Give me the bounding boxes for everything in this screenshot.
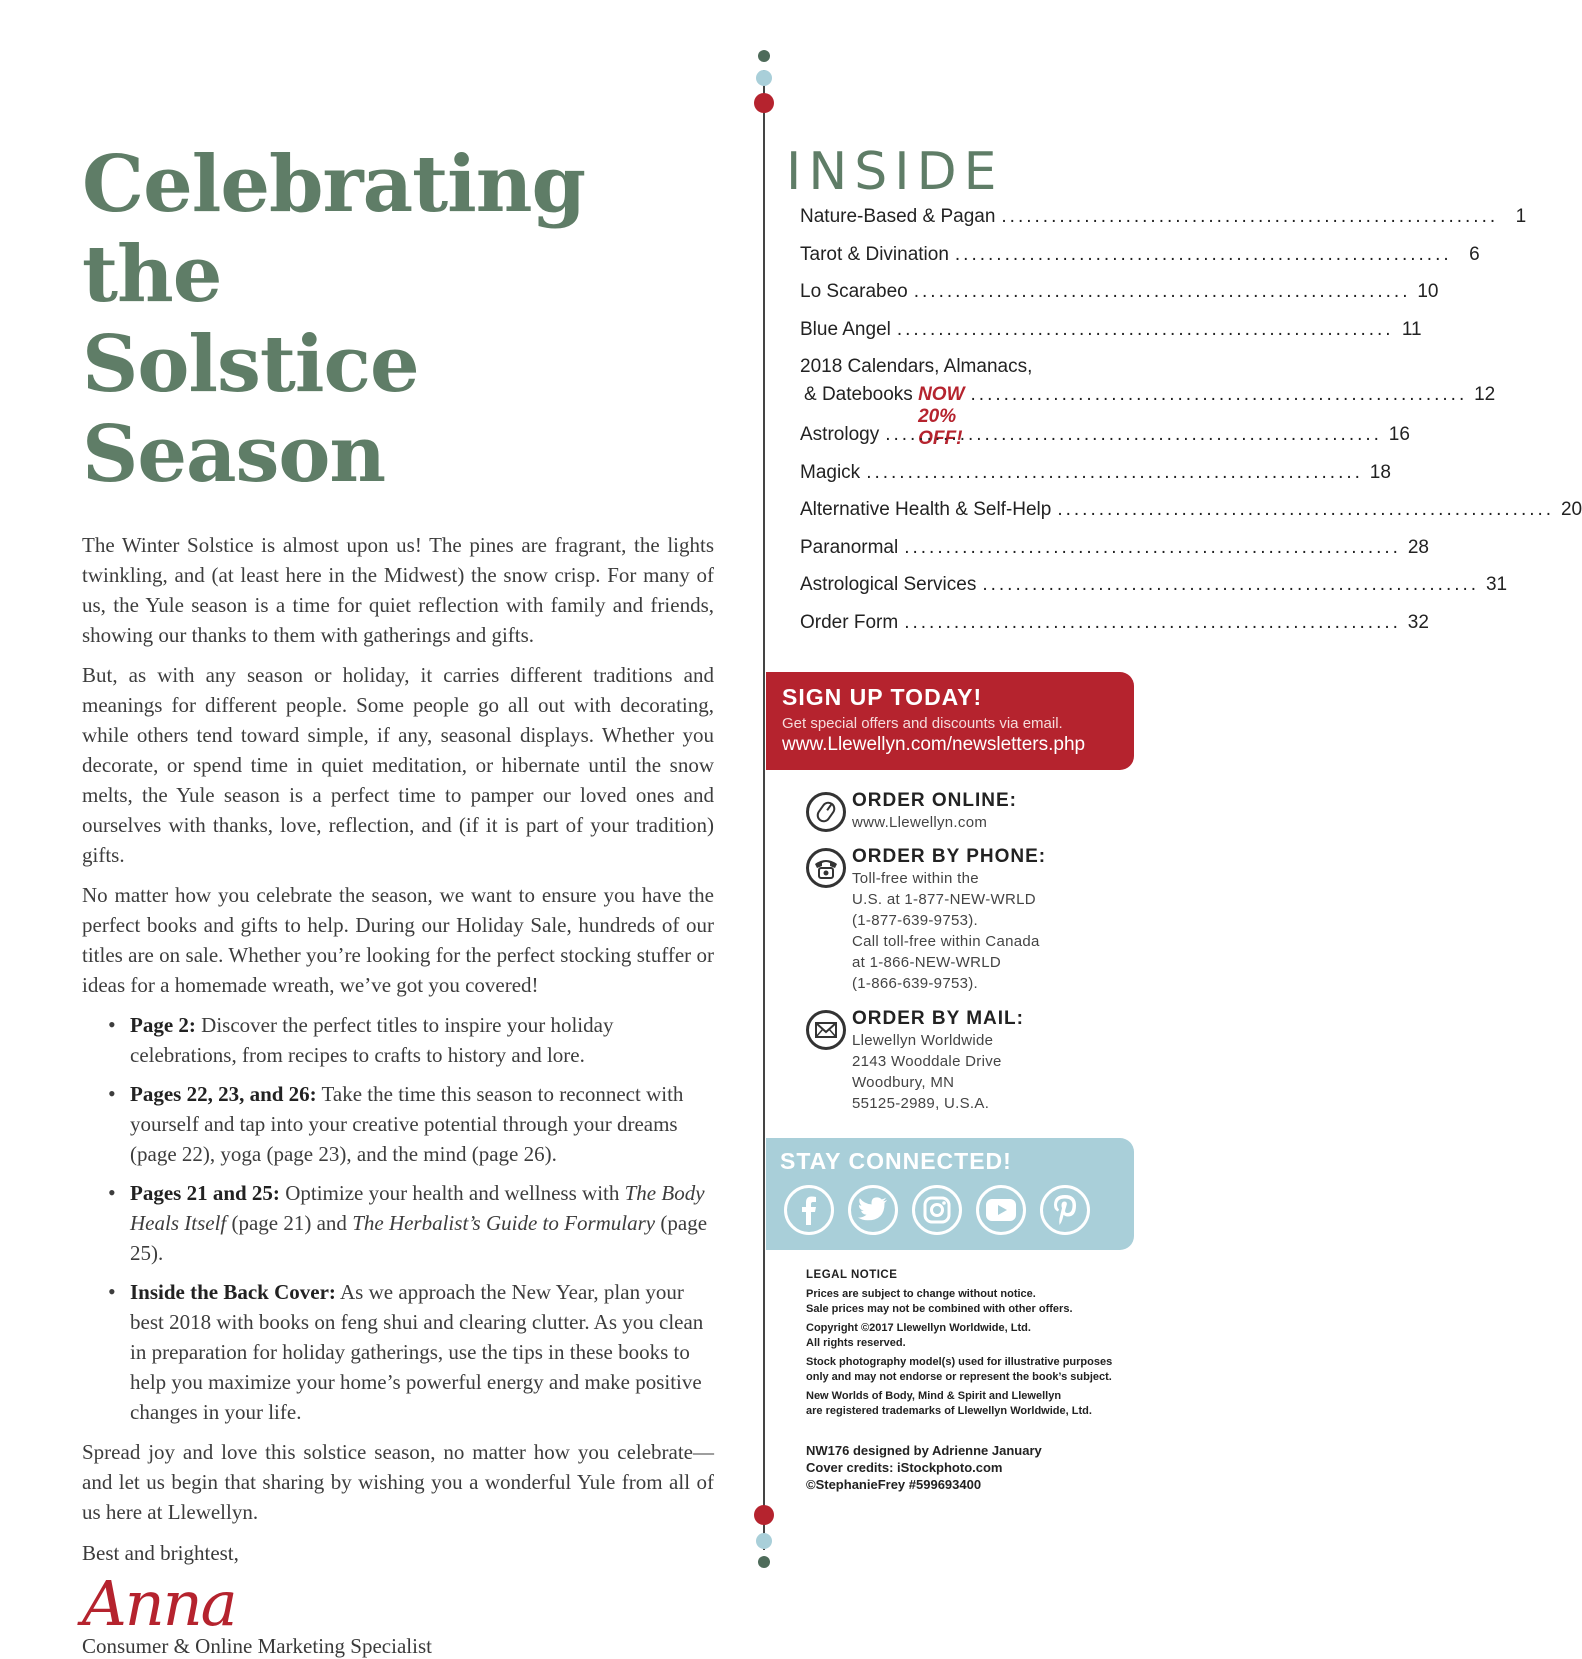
table-of-contents [800,206,1582,649]
toc-page: 31 [1485,574,1508,595]
toc-page: 28 [1407,536,1429,558]
toc-leader [1057,499,1554,521]
toc-leader [971,384,1468,406]
toc-item[interactable] [800,499,1582,537]
toc-label: Order Form [800,611,899,633]
sale-badge: NOW 20% OFF! [918,384,965,449]
order-phone-block [806,846,1046,994]
paragraph-3: No matter how you celebrate the season, we want to ensure you have the perfect books and gifts to help. During our Holiday Sale, hundreds of our titles are on sale. Whether you’re looking for the perfect stocking stuffer or ideas for a homemade wreath, we’ve got you covered! [82,883,714,997]
youtube-icon[interactable] [976,1185,1026,1235]
order-online-block [806,790,1017,833]
divider-dot-top-3 [754,93,774,113]
toc-page: 32 [1407,611,1429,633]
letter-body [82,530,714,1527]
toc-label: Nature-Based & Pagan [800,206,996,227]
list-item [82,1178,714,1268]
divider-dot-bottom-2 [756,1533,772,1549]
bullet-lead: Pages 21 and 25: [130,1181,280,1205]
legal-line: Prices are subject to change without notice. [806,1288,1036,1300]
newsletter-link[interactable]: www.Llewellyn.com/newsletters.php [782,734,1086,755]
toc-page: 10 [1417,281,1439,302]
order-mail-block [806,1008,1024,1114]
pinterest-icon[interactable] [1040,1185,1090,1235]
column-divider [763,70,765,1550]
toc-item[interactable] [800,243,1480,282]
toc-item[interactable] [800,611,1429,650]
toc-label: 2018 Calendars, Almanacs, [800,356,1033,377]
toc-item[interactable] [800,281,1439,319]
book-title: The Herbalist’s Guide to Formulary [352,1211,656,1235]
toc-label: Tarot & Divination [800,243,949,265]
phone-line[interactable]: at 1-866-NEW-WRLD [852,954,1002,971]
signup-heading: SIGN UP TODAY! [782,684,983,710]
toc-label: Alternative Health & Self-Help [800,499,1052,520]
toc-label: Paranormal [800,536,899,558]
phone-icon [806,848,846,888]
stay-connected-banner [766,1138,1134,1250]
signup-subtext: Get special offers and discounts via email. [782,715,1063,732]
signer-title: Consumer & Online Marketing Specialist [82,1634,432,1658]
divider-dot-top-2 [756,70,772,86]
bullet-text: (page 25). [130,1211,708,1265]
phone-line[interactable]: U.S. at 1-877-NEW-WRLD [852,891,1036,908]
order-mail-heading: ORDER BY MAIL: [852,1008,1024,1029]
phone-line: Toll-free within the [852,870,979,887]
order-online-heading: ORDER ONLINE: [852,790,1017,811]
toc-page: 11 [1401,318,1422,340]
legal-notice [806,1268,1126,1419]
bullet-lead: Pages 22, 23, and 26: [130,1082,317,1106]
toc-item[interactable] [800,536,1429,575]
facebook-icon[interactable] [784,1185,834,1235]
toc-page: 20 [1560,499,1582,520]
bullet-lead: Inside the Back Cover: [130,1280,336,1304]
toc-leader [866,462,1363,484]
book-title: The Body Heals Itself [130,1181,705,1235]
mouse-icon [806,792,846,832]
toc-label: Lo Scarabeo [800,281,908,302]
title-line-2: Solstice Season [82,319,419,500]
toc-item[interactable] [800,461,1391,500]
toc-page: 1 [1515,206,1527,227]
newsletter-signup-banner[interactable] [766,672,1134,770]
toc-item[interactable] [800,424,1410,462]
toc-leader [885,424,1382,446]
paragraph-4: Spread joy and love this solstice season, no matter how you celebrate—and let us begin that sharing by wishing you a wonderful Yule from all of us here at Llewellyn. [82,1440,714,1524]
legal-text [806,1287,1126,1317]
toc-leader [955,244,1452,266]
order-phone-heading: ORDER BY PHONE: [852,846,1047,867]
bullet-text: Discover the perfect titles to inspire your holiday celebrations, from recipes to crafts to history and lore. [130,1013,614,1067]
toc-page: 18 [1369,461,1391,483]
legal-text [806,1355,1126,1385]
legal-text [806,1389,1126,1419]
credit-line: Cover credits: iStockphoto.com [806,1460,1003,1475]
toc-item[interactable] [800,574,1508,612]
list-item [82,1010,714,1070]
toc-leader [904,537,1401,559]
divider-dot-bottom-3 [758,1556,770,1568]
social-links [784,1185,1120,1235]
toc-leader [1001,206,1498,228]
list-item [82,1277,714,1427]
address-line: 55125-2989, U.S.A. [852,1095,990,1112]
bullet-lead: Page 2: [130,1013,196,1037]
legal-line: Copyright ©2017 Llewellyn Worldwide, Ltd. [806,1322,1031,1334]
toc-item[interactable] [800,318,1422,357]
phone-line: (1-877-639-9753). [852,912,979,929]
bullet-text: Take the time this season to reconnect with yourself and tap into your creative potential through your dreams (page 22), yoga (page 23), and the mind (page 26). [130,1082,684,1166]
toc-label: Blue Angel [800,318,891,340]
design-credits [806,1442,1126,1493]
address-line: 2143 Wooddale Drive [852,1053,1002,1070]
phone-line: (1-866-639-9753). [852,975,979,992]
bullet-text: (page 21) and [226,1211,353,1235]
credit-line: ©StephanieFrey #599693400 [806,1477,982,1492]
address-line: Llewellyn Worldwide [852,1032,994,1049]
legal-line: New Worlds of Body, Mind & Spirit and Llewellyn [806,1390,1062,1402]
toc-leader [914,281,1411,303]
legal-text [806,1321,1126,1351]
stay-connected-heading: STAY CONNECTED! [780,1148,1012,1174]
toc-page: 6 [1469,243,1480,265]
order-online-link[interactable]: www.Llewellyn.com [852,814,988,831]
toc-leader [982,574,1479,596]
toc-page: 16 [1388,424,1410,445]
toc-label: Astrology [800,424,880,445]
signature: Anna [82,1567,236,1640]
paragraph-1: The Winter Solstice is almost upon us! The pines are fragrant, the lights twinkling, and (at least here in the Midwest) the snow crisp. For many of us, the Yule season is a time for quiet reflection with family and friends, showing our thanks to them with gatherings and gifts. [82,533,714,647]
toc-label: Astrological Services [800,574,977,595]
toc-leader [897,319,1394,341]
instagram-icon[interactable] [912,1185,962,1235]
list-item [82,1079,714,1169]
inside-heading: INSIDE [786,142,1004,202]
closing: Best and brightest, [82,1541,239,1565]
bullet-text: Optimize your health and wellness with [279,1181,625,1205]
toc-label: & Datebooks [804,384,913,405]
toc-leader [904,612,1401,634]
divider-dot-bottom-1 [754,1505,774,1525]
paragraph-2: But, as with any season or holiday, it carries different traditions and meanings for different people. Some people go all out with decorating, while others tend toward simple, if any, seasonal displays. Whether you decorate, or spend time in quiet meditation, or hibernate until the snow melts, the Yule season is a perfect time to pamper our loved ones and ourselves with thanks, love, reflection, and (if it is part of your tradition) gifts. [82,663,714,867]
highlights-list [82,1010,714,1427]
title-line-1: Celebrating the [82,139,586,320]
phone-line: Call toll-free within Canada [852,933,1040,950]
toc-item[interactable] [800,206,1527,244]
bullet-text: As we approach the New Year, plan your best 2018 with books on feng shui and clearing clutter. As you clean in preparation for holiday gatherings, use the tips in these books to help you maximize your home’s powerful energy and make positive changes in your life. [130,1280,704,1424]
page-title [82,140,714,500]
letter-column [82,140,714,1659]
legal-line: All rights reserved. [806,1337,906,1349]
toc-page: 12 [1474,384,1496,405]
legal-line: only and may not endorse or represent the book’s subject. [806,1371,1112,1383]
twitter-icon[interactable] [848,1185,898,1235]
address-line: Woodbury, MN [852,1074,955,1091]
credit-line: NW176 designed by Adrienne January [806,1443,1042,1458]
legal-line: Stock photography model(s) used for illustrative purposes [806,1356,1113,1368]
divider-dot-top-1 [758,50,770,62]
toc-label: Magick [800,461,861,483]
legal-heading: LEGAL NOTICE [806,1269,898,1281]
legal-line: are registered trademarks of Llewellyn Worldwide, Ltd. [806,1405,1092,1417]
envelope-icon [806,1010,846,1050]
legal-line: Sale prices may not be combined with other offers. [806,1303,1073,1315]
